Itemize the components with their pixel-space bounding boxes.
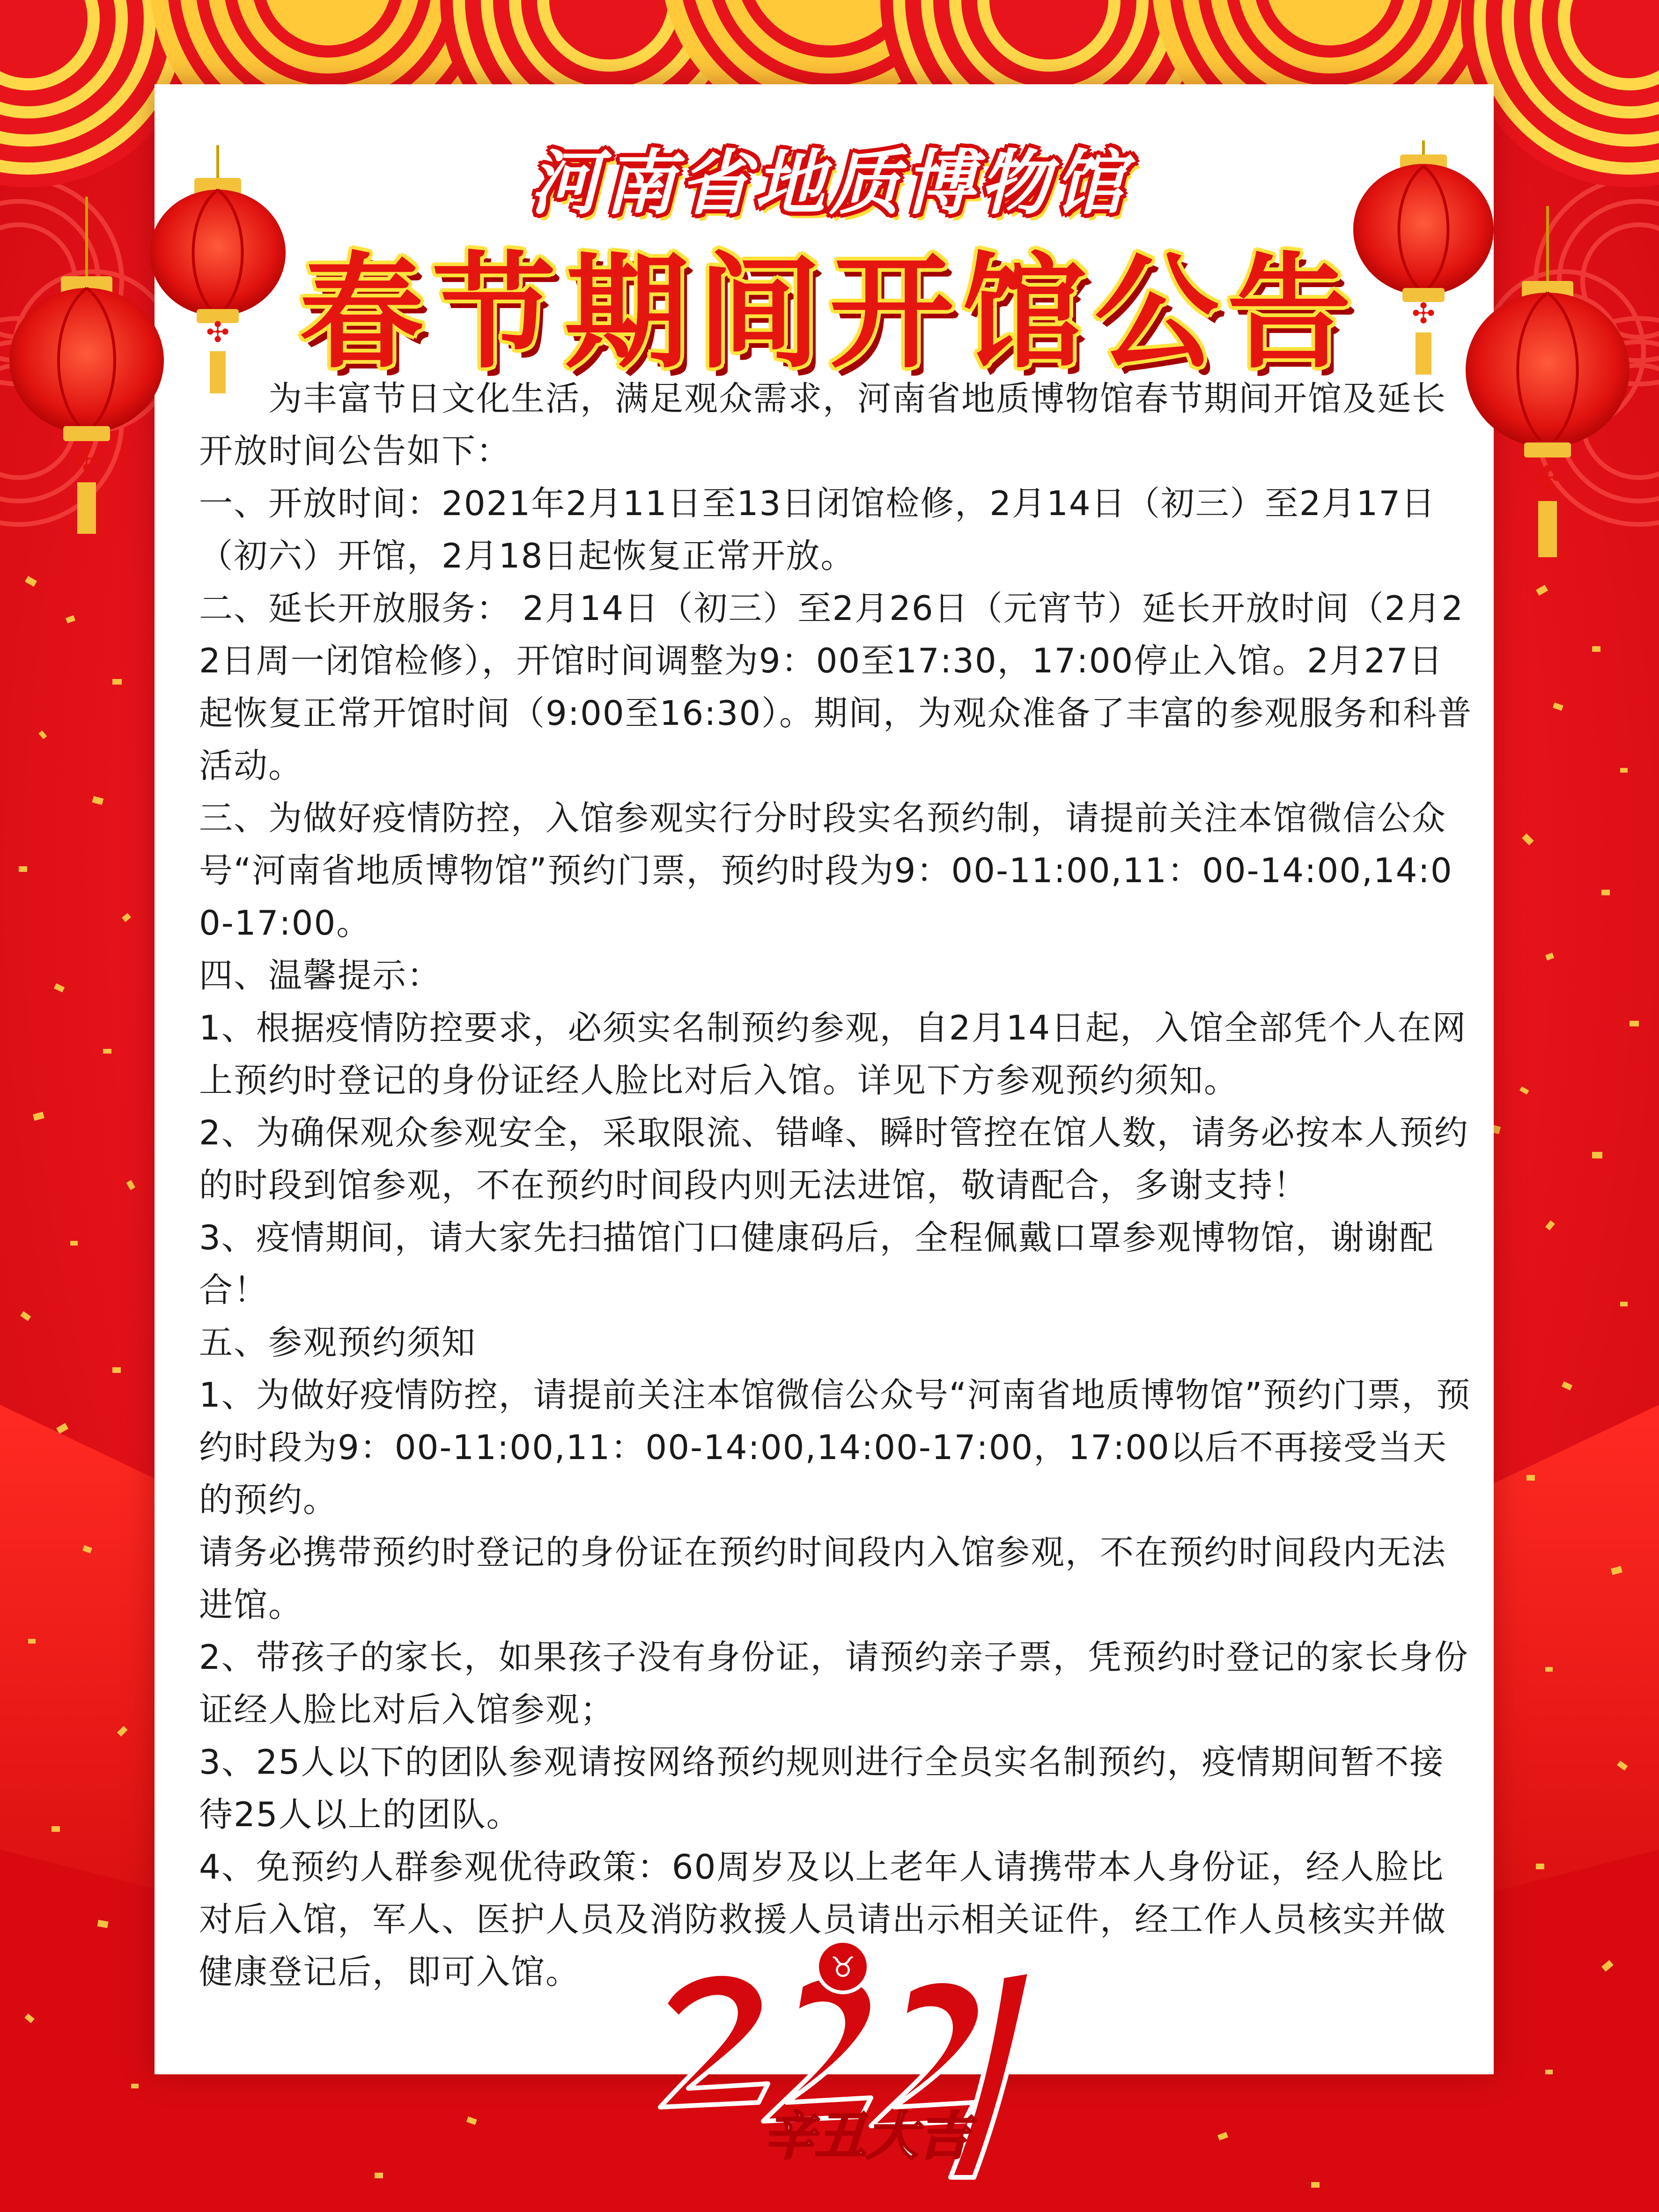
page-title: 春节期间开馆公告	[299, 241, 1360, 385]
svg-text:✣: ✣	[1411, 297, 1436, 330]
notice-paragraph: 三、为做好疫情防控，入馆参观实行分时段实名预约制，请提前关注本馆微信公众号“河南省地质博物馆”预约门票，预约时段为9：00-11:00,11：00-14:00,14:00-17:00。	[199, 798, 1453, 943]
notice-paragraph: 1、根据疫情防控要求，必须实名制预约参观，自2月14日起，入馆全部凭个人在网上预约时登记的身份证经人脸比对后入馆。详见下方参观预约须知。	[199, 1008, 1467, 1100]
notice-heading: 五、参观预约须知	[199, 1323, 477, 1362]
year-2021-logo	[646, 1934, 1049, 2196]
notice-paragraph: 2、带孩子的家长，如果孩子没有身份证，请预约亲子票，凭预约时登记的家长身份证经人脸比对后入馆参观；	[199, 1637, 1469, 1729]
logo-slogan: 辛丑大吉	[763, 2106, 969, 2166]
org-title: 河南省地质博物馆	[530, 143, 1129, 224]
notice-body	[199, 372, 1473, 1998]
svg-text:✣: ✣	[206, 316, 230, 349]
notice-intro: 为丰富节日文化生活，满足观众需求，河南省地质博物馆春节期间开馆及延长开放时间公告如下：	[199, 379, 1447, 471]
notice-paragraph: 4、免预约人群参观优待政策：60周岁及以上老年人请携带本人身份证，经人脸比对后入馆，军人、医护人员及消防救援人员请出示相关证件，经工作人员核实并做健康登记后，即可入馆。	[199, 1847, 1447, 1991]
notice-paragraph: 3、25人以下的团队参观请按网络预约规则进行全员实名制预约，疫情期间暂不接待25人以上的团队。	[199, 1742, 1445, 1834]
notice-paragraph: 2、为确保观众参观安全，采取限流、错峰、瞬时管控在馆人数，请务必按本人预约的时段到馆参观，不在预约时间段内则无法进馆，敬请配合，多谢支持！	[199, 1113, 1469, 1205]
notice-paragraph: 请务必携带预约时登记的身份证在预约时间段内入馆参观，不在预约时间段内无法进馆。	[199, 1533, 1447, 1624]
svg-text:✣: ✣	[73, 440, 101, 479]
notice-paragraph: 一、开放时间：2021年2月11日至13日闭馆检修，2月14日（初三）至2月17日（初六）开馆，2月18日起恢复正常开放。	[199, 484, 1436, 575]
notice-paragraph: 3、疫情期间，请大家先扫描馆门口健康码后，全程佩戴口罩参观博物馆，谢谢配合！	[199, 1218, 1434, 1310]
svg-text:✣: ✣	[1534, 459, 1562, 497]
notice-paragraph: 二、延长开放服务： 2月14日（初三）至2月26日（元宵节）延长开放时间（2月22日周一闭馆检修），开馆时间调整为9：00至17:30，17:00停止入馆。2月27日起恢复正常开馆时间（9:00至16:30）。期间，为观众准备了丰富的参观服务和科普活动。	[199, 589, 1473, 785]
svg-text:♉: ♉	[830, 1951, 855, 1984]
notice-heading: 四、温馨提示：	[199, 956, 442, 995]
notice-paragraph: 1、为做好疫情防控，请提前关注本馆微信公众号“河南省地质博物馆”预约门票，预约时段为9：00-11:00,11：00-14:00,14:00-17:00，17:00以后不再接受当天的预约。	[199, 1375, 1471, 1519]
